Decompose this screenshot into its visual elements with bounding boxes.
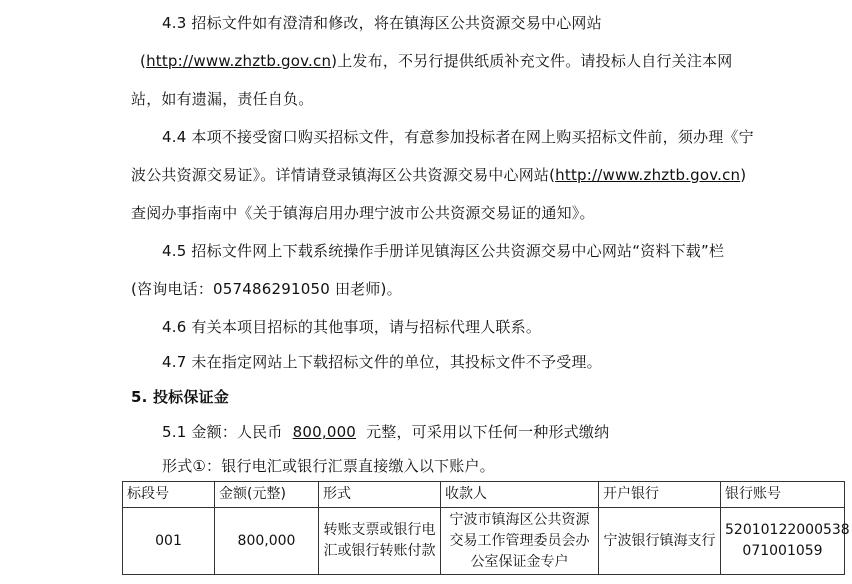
cell-lot: 001 <box>123 508 215 575</box>
para-5-1-pre: 5.1 金额：人民币 <box>162 423 283 441</box>
form-1-text: 形式①：银行电汇或银行汇票直接缴入以下账户。 <box>162 457 495 475</box>
website-link[interactable]: http://www.zhztb.gov.cn <box>146 52 332 70</box>
para-5-1-post: 元整，可采用以下任何一种形式缴纳 <box>366 423 610 441</box>
header-lot: 标段号 <box>123 482 215 508</box>
para-4-5-line1: 4.5 招标文件网上下载系统操作手册详见镇海区公共资源交易中心网站“资料下载”栏 <box>162 242 725 260</box>
para-4-4-line3: 查阅办事指南中《关于镇海启用办理宁波市公共资源交易证的通知》。 <box>131 204 595 222</box>
para-4-3-line1: 4.3 招标文件如有澄清和修改，将在镇海区公共资源交易中心网站 <box>162 14 602 32</box>
para-4-3-line3: 站，如有遗漏，责任自负。 <box>131 90 314 108</box>
section-5-heading: 5. 投标保证金 <box>131 388 229 406</box>
para-4-3-line2 <box>140 50 732 72</box>
cell-form: 转账支票或银行电汇或银行转账付款 <box>319 508 441 575</box>
table-row <box>123 508 845 575</box>
cell-account <box>721 508 850 575</box>
cell-amount: 800,000 <box>215 508 319 575</box>
header-amount: 金额(元整) <box>215 482 319 508</box>
para-4-4-line2-pre: 波公共资源交易证》。详情请登录镇海区公共资源交易中心网站( <box>131 166 556 184</box>
paren-open: ( <box>140 52 147 70</box>
cell-payee: 宁波市镇海区公共资源交易工作管理委员会办公室保证金专户 <box>441 508 599 575</box>
cell-bank: 宁波银行镇海支行 <box>599 508 721 575</box>
para-4-7: 4.7 未在指定网站上下载招标文件的单位，其投标文件不予受理。 <box>162 353 602 371</box>
para-4-5-line2: (咨询电话：057486291050 田老师)。 <box>131 280 402 298</box>
para-4-6: 4.6 有关本项目招标的其他事项，请与招标代理人联系。 <box>162 318 542 336</box>
deposit-amount: 800,000 <box>292 423 357 441</box>
deposit-table <box>122 481 850 575</box>
account-line-2: 071001059 <box>742 543 823 559</box>
para-4-4-line1: 4.4 本项不接受窗口购买招标文件，有意参加投标者在网上购买招标文件前，须办理《宁 <box>162 128 754 146</box>
paren-close: ) <box>740 166 747 184</box>
table-header-row <box>123 482 845 508</box>
para-5-1 <box>162 421 609 443</box>
para-4-4-line2 <box>131 164 746 186</box>
website-link-2[interactable]: http://www.zhztb.gov.cn <box>555 166 741 184</box>
para-4-3-line2-rest: )上发布，不另行提供纸质补充文件。请投标人自行关注本网 <box>331 52 733 70</box>
header-account: 银行账号 <box>721 482 845 508</box>
header-payee: 收款人 <box>441 482 599 508</box>
account-line-1: 52010122000538 <box>725 522 850 538</box>
header-form: 形式 <box>319 482 441 508</box>
header-bank: 开户银行 <box>599 482 721 508</box>
